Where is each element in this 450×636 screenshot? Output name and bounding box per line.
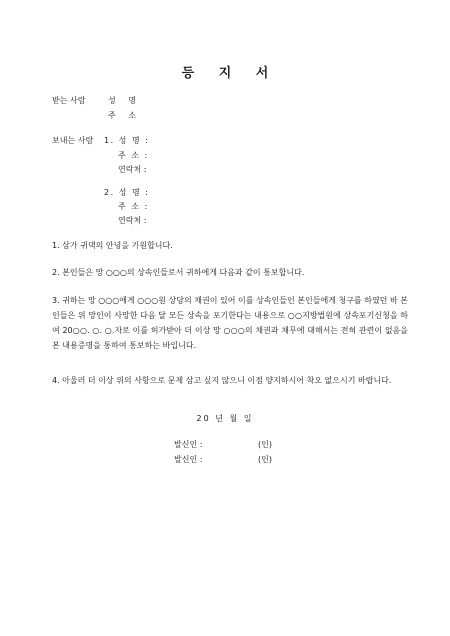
sender2-address-label: 주 소 : <box>118 202 149 211</box>
sender-label: 보내는 사람 <box>52 136 94 145</box>
receiver-address-label: 주 소 <box>108 111 141 120</box>
sender2-name-label: 2. 성 명 : <box>104 188 150 197</box>
paragraph-4: 4. 아울러 더 이상 위의 사항으로 문제 삼고 싶지 않으니 이점 양지하시어 착오 없으시기 바랍니다. <box>52 376 392 385</box>
paragraph-1: 1. 삼가 귀댁의 안녕을 기원합니다. <box>52 241 173 250</box>
sender1-contact-label: 연락처 : <box>118 165 147 174</box>
sender1-address-label: 주 소 : <box>118 151 149 160</box>
signer-2-label: 발신인 : <box>174 455 203 464</box>
sender1-name-label: 1. 성 명 : <box>104 136 150 145</box>
signer-1-seal: (인) <box>258 440 272 449</box>
receiver-label: 받는 사람 <box>52 96 86 105</box>
sender2-contact-label: 연락처 : <box>118 216 147 225</box>
date-line: 20 년 월 일 <box>196 414 254 423</box>
signer-1-label: 발신인 : <box>174 440 203 449</box>
signer-2-seal: (인) <box>258 455 272 464</box>
paragraph-3: 3. 귀하는 망 ○○○에게 ○○○원 상당의 채권이 있어 이를 상속인들인 본인들에게 청구를 하였던 바 본인들은 위 망인이 사망한 다음 달 모든 상속을 포기한다는 내용으로 ○○지방법원에 상속포기신청을 하여 20○○. ○. ○.자로 이를 허가받아 더 이상 망 ○○○의 채권과 채무에 대해서는 전혀 관련이 없음을 본 내용증명을 통하여 통보하는 바입니다. <box>52 296 408 350</box>
document-title: 등 지 서 <box>181 66 279 81</box>
receiver-name-label: 성 명 <box>108 96 141 105</box>
paragraph-2: 2. 본인들은 망 ○○○의 상속인들로서 귀하에게 다음과 같이 통보합니다. <box>52 268 305 277</box>
